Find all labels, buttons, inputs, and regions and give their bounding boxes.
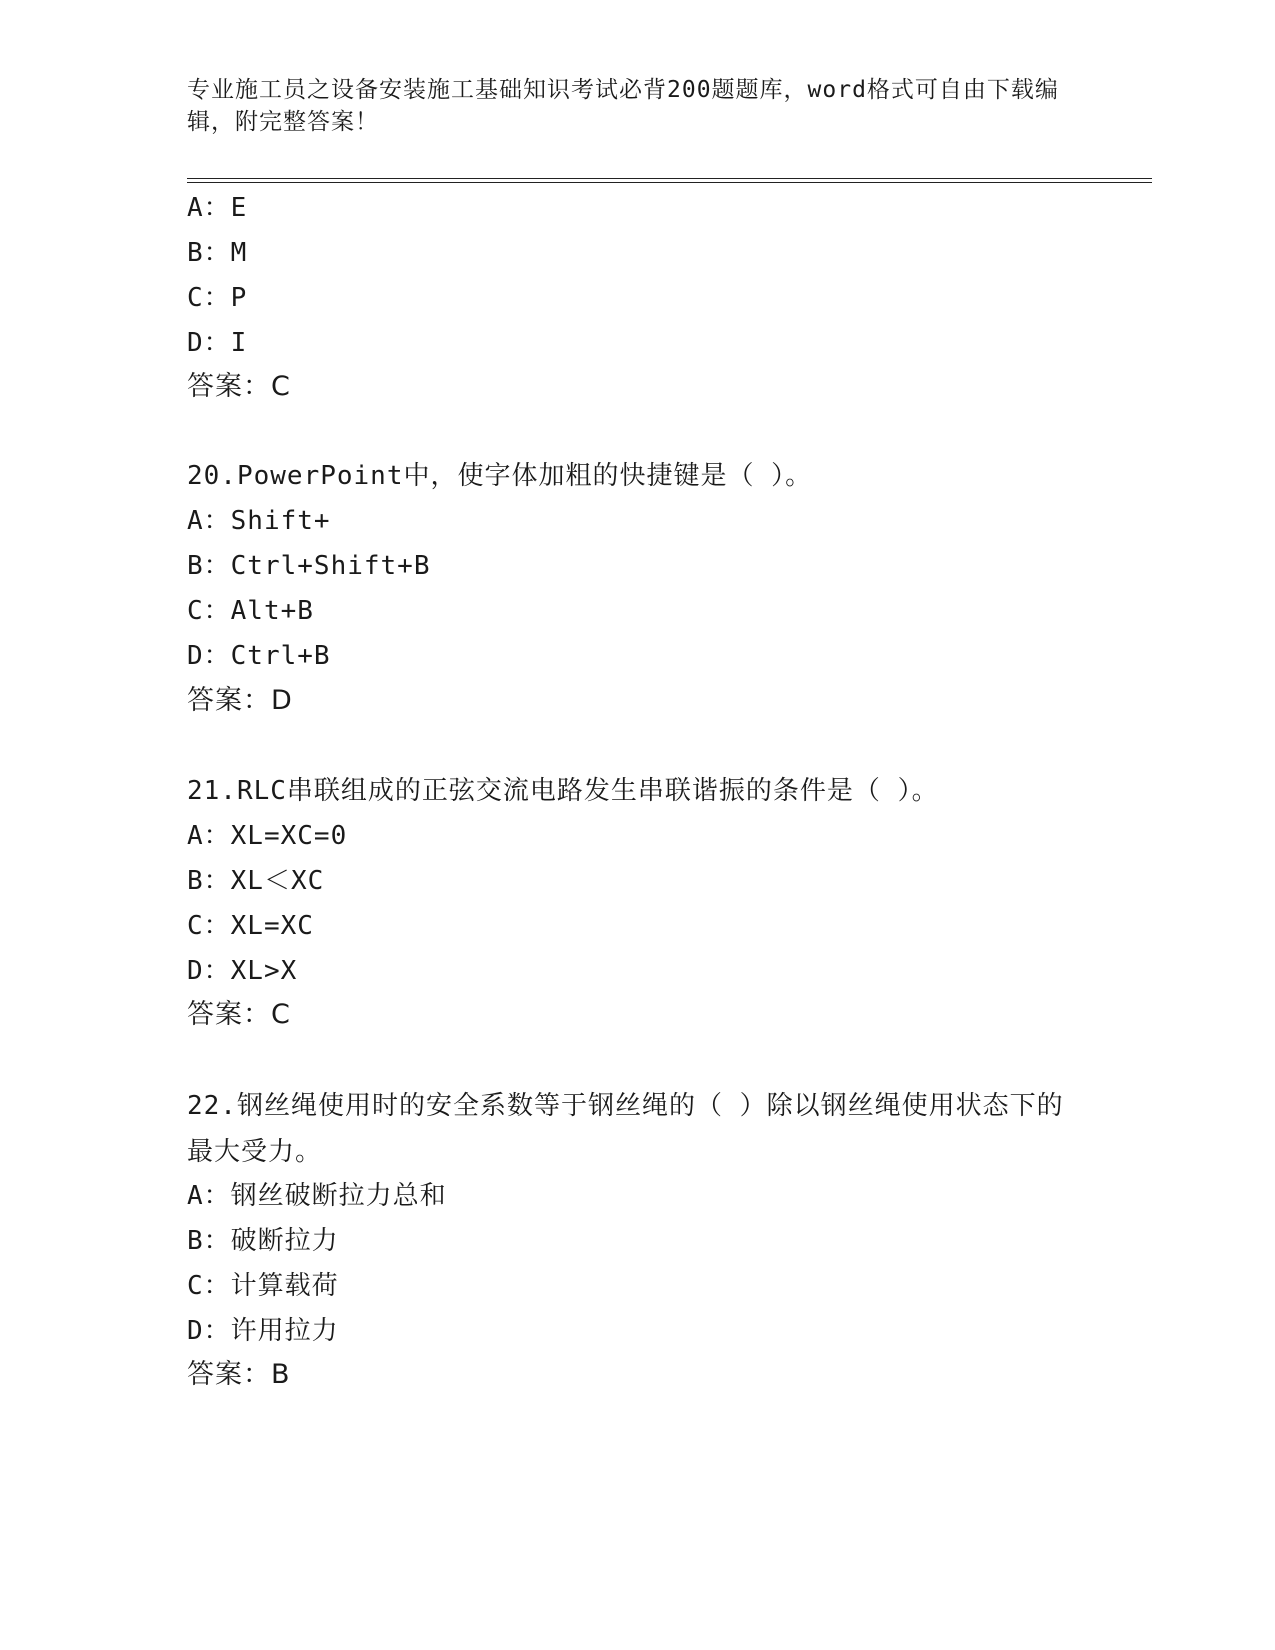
option-d: D：XL>X: [187, 956, 298, 986]
option-c: C：XL=XC: [187, 911, 314, 941]
answer: 答案：C: [187, 999, 291, 1030]
option-d: D：许用拉力: [187, 1316, 339, 1346]
answer: 答案：B: [187, 1359, 291, 1390]
option-b: B：Ctrl+Shift+B: [187, 551, 431, 581]
header-divider: [187, 178, 1152, 179]
option-b: B：XL＜XC: [187, 866, 325, 896]
option-c: C：Alt+B: [187, 596, 314, 626]
option-a: A：E: [187, 193, 248, 223]
question-stem: 21.RLC串联组成的正弦交流电路发生串联谐振的条件是（ ）。: [187, 776, 939, 806]
option-b: B：破断拉力: [187, 1226, 339, 1256]
option-d: D：Ctrl+B: [187, 641, 331, 671]
header-divider-second: [187, 182, 1152, 183]
option-a: A：钢丝破断拉力总和: [187, 1181, 447, 1211]
answer: 答案：D: [187, 685, 293, 716]
option-d: D：I: [187, 328, 248, 358]
option-a: A：Shift+: [187, 506, 331, 536]
option-c: C：P: [187, 283, 248, 313]
question-stem: 22.钢丝绳使用时的安全系数等于钢丝绳的（ ）除以钢丝绳使用状态下的最大受力。: [187, 1091, 1064, 1167]
answer: 答案：C: [187, 371, 291, 402]
option-c: C：计算载荷: [187, 1271, 339, 1301]
option-a: A：XL=XC=0: [187, 821, 348, 851]
document-header: 专业施工员之设备安装施工基础知识考试必背200题题库，word格式可自由下载编辑，附完整答案！: [187, 77, 1059, 135]
option-b: B：M: [187, 238, 248, 268]
question-stem: 20.PowerPoint中，使字体加粗的快捷键是（ ）。: [187, 461, 813, 491]
